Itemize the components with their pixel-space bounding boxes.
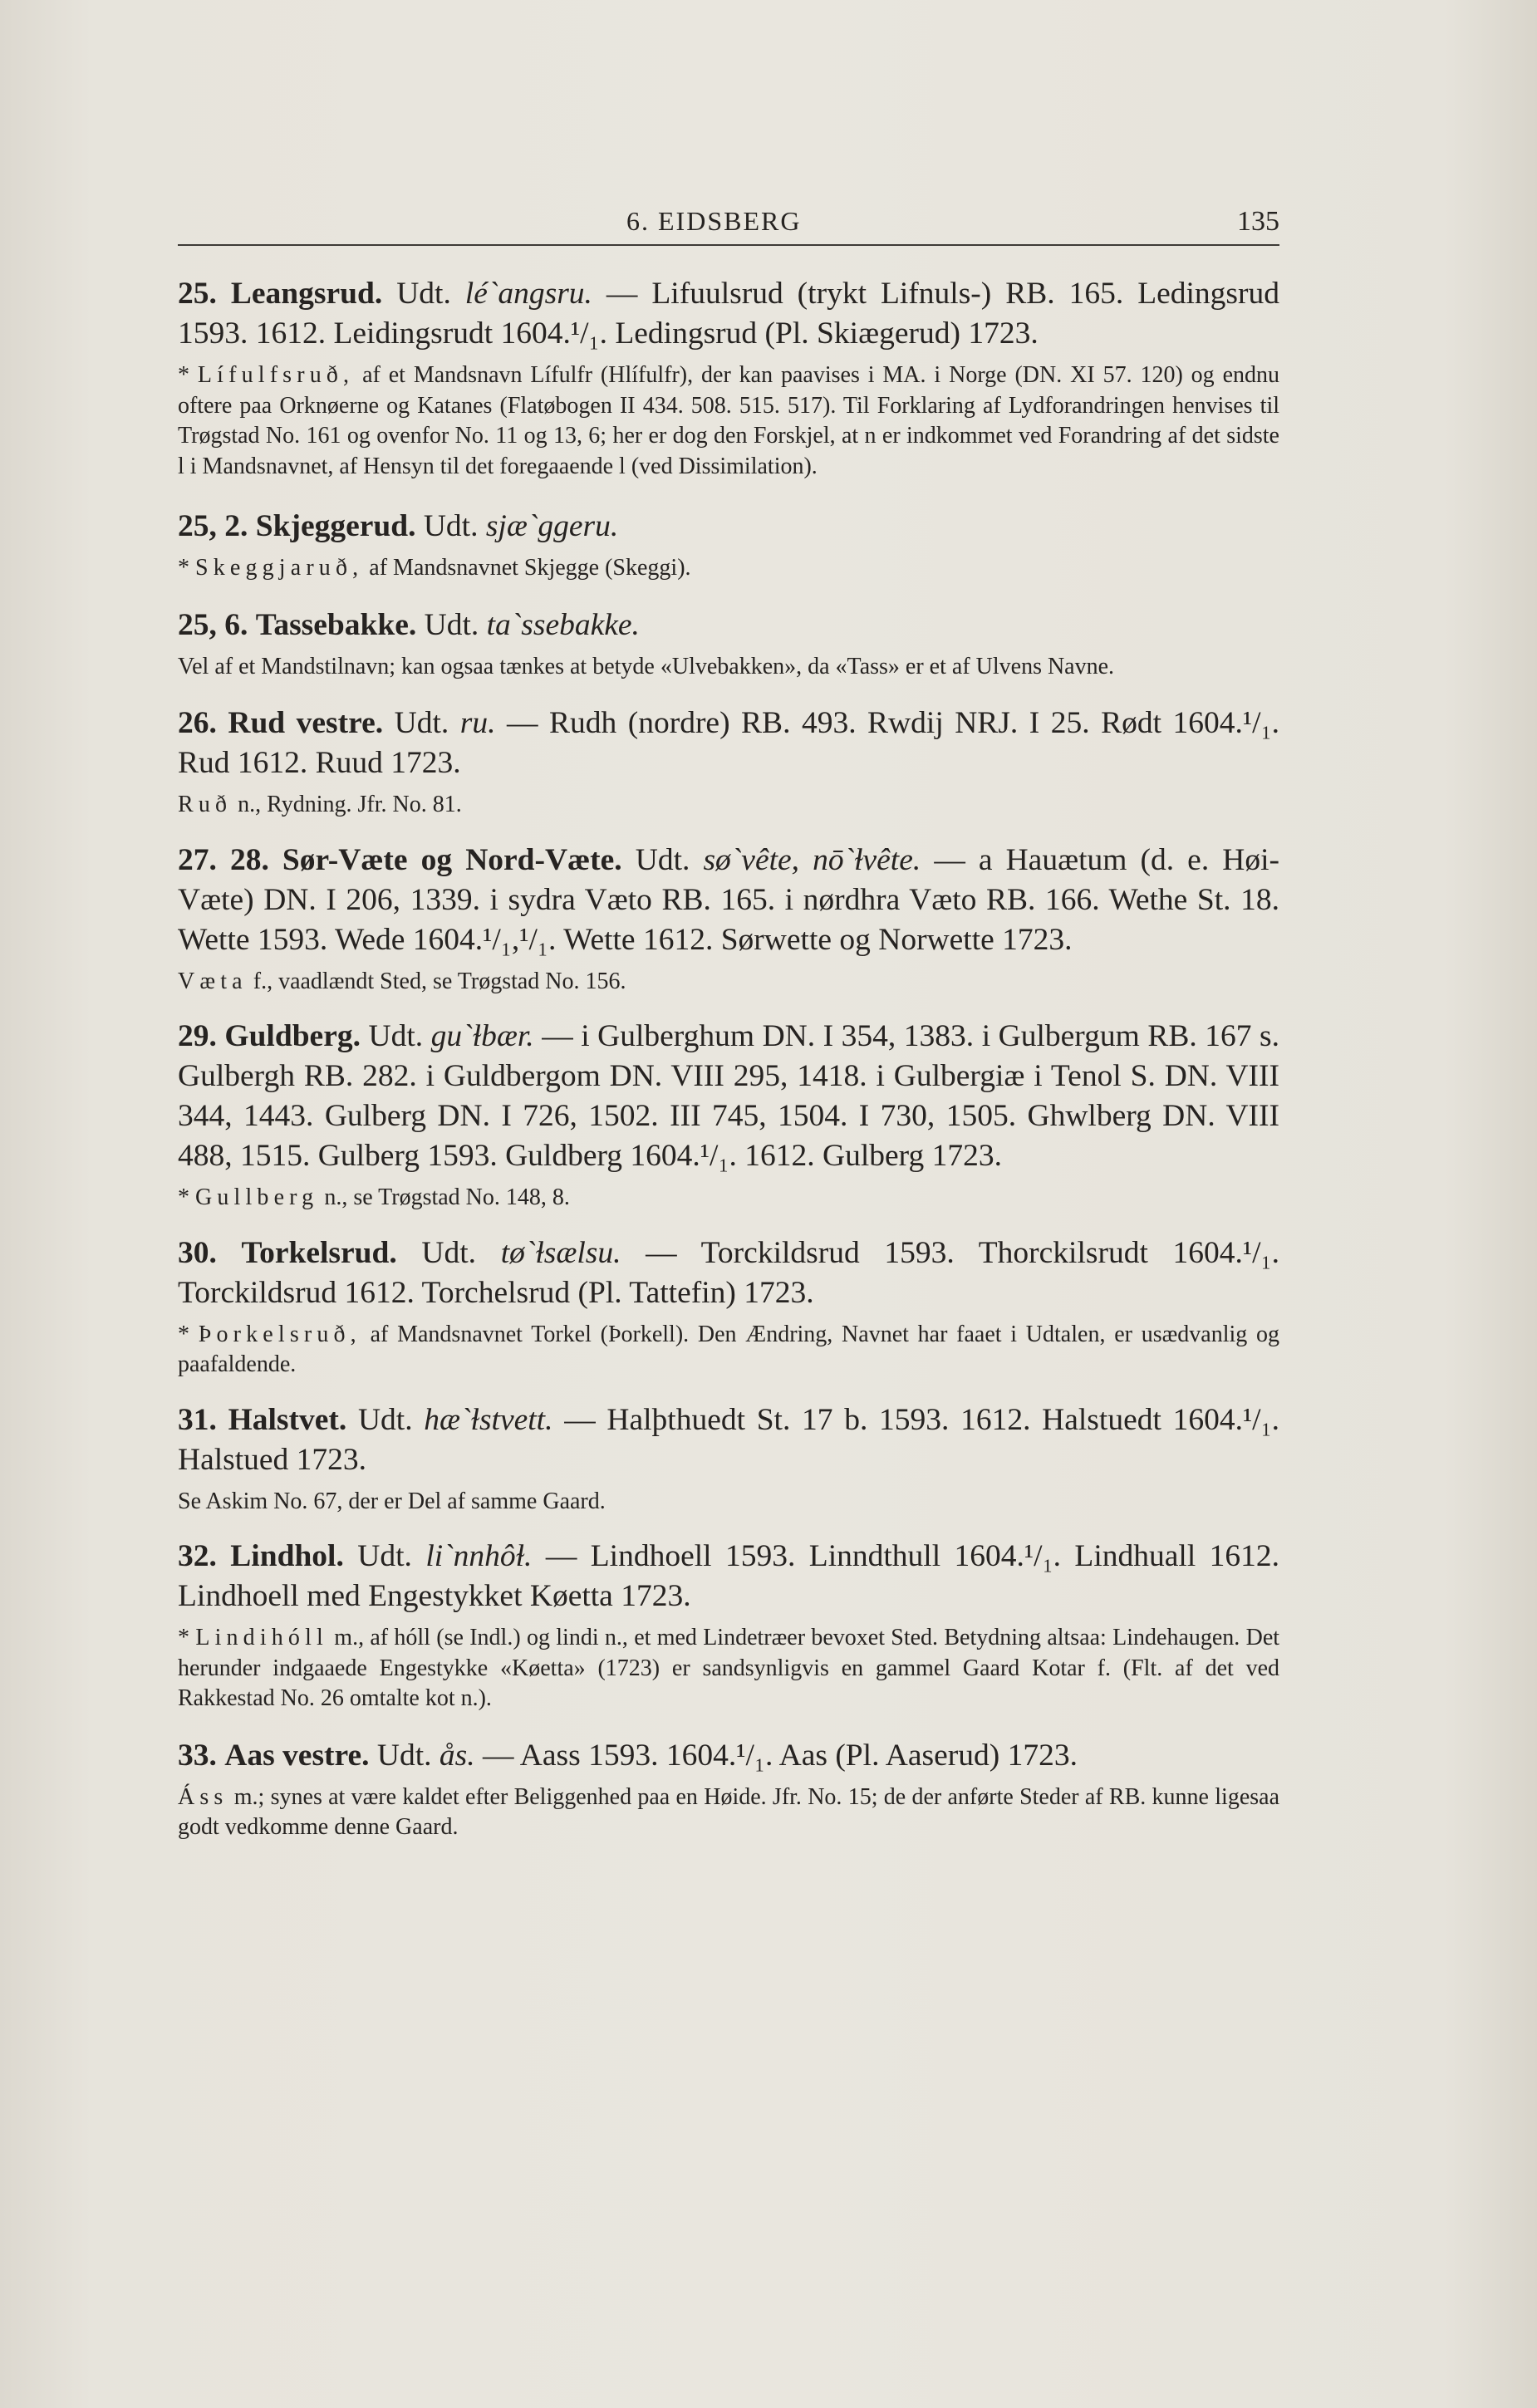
pronunciation: tø`ɫsælsu. bbox=[500, 1235, 621, 1270]
historical-forms: — Torckildsrud 1593. Thorckilsrudt 1604.¹/₁. Torckildsrud 1612. Torchelsrud (Pl. Tattefin) 1723. bbox=[178, 1235, 1280, 1310]
entry-main bbox=[178, 841, 1279, 960]
pronunciation: li`nnhôɫ. bbox=[425, 1539, 533, 1573]
entry-number: 29. bbox=[178, 1019, 217, 1053]
farm-name: Leangsrud. bbox=[230, 277, 383, 311]
udt-label: Udt. bbox=[368, 1019, 424, 1053]
header-rule bbox=[178, 244, 1279, 246]
historical-forms: — Aass 1593. 1604.¹/₁. Aas (Pl. Aaserud) 1723. bbox=[482, 1738, 1078, 1773]
udt-label: Udt. bbox=[421, 1235, 477, 1270]
note-text: n., se Trøgstad No. 148, 8. bbox=[324, 1184, 570, 1210]
note-headword: Áss bbox=[178, 1783, 228, 1810]
farm-name: Skjeggerud. bbox=[255, 509, 416, 543]
note-text: Vel af et Mandstilnavn; kan ogsaa tænkes at betyde «Ulvebakken», da «Tass» er et af Ulvens Navne. bbox=[178, 653, 1115, 679]
entry-main bbox=[178, 1017, 1279, 1176]
entry-note bbox=[178, 967, 1279, 998]
pronunciation: lé`angsru. bbox=[464, 277, 592, 311]
entry-main bbox=[178, 274, 1279, 354]
entry-31 bbox=[178, 1400, 1279, 1518]
udt-label: Udt. bbox=[396, 277, 451, 311]
entry-32 bbox=[178, 1537, 1279, 1714]
note-headword: Gullberg bbox=[195, 1184, 319, 1210]
note-headword: Lífulfsruð, bbox=[197, 362, 355, 388]
entry-main bbox=[178, 1400, 1279, 1480]
entry-note bbox=[178, 1623, 1279, 1714]
udt-label: Udt. bbox=[357, 1402, 413, 1437]
entry-main bbox=[178, 1736, 1279, 1776]
entry-note bbox=[178, 1320, 1279, 1381]
entry-main bbox=[178, 606, 1279, 645]
note-star: * bbox=[178, 1184, 189, 1210]
entry-27-28 bbox=[178, 841, 1279, 998]
historical-forms: — Lifuulsrud (trykt Lifnuls-) RB. 165. Ledingsrud 1593. 1612. Leidingsrudt 1604.¹/₁. Ledingsrud (Pl. Skiægerud) 1723. bbox=[178, 277, 1280, 351]
entry-number: 31. bbox=[178, 1402, 217, 1437]
entry-30 bbox=[178, 1233, 1279, 1381]
udt-label: Udt. bbox=[394, 706, 449, 740]
note-text: n., Rydning. Jfr. No. 81. bbox=[238, 792, 462, 817]
farm-name: Torkelsrud. bbox=[241, 1235, 397, 1270]
farm-name: Halstvet. bbox=[228, 1402, 347, 1437]
udt-label: Udt. bbox=[357, 1539, 412, 1573]
entry-number: 26. bbox=[178, 706, 217, 740]
entry-number: 32. bbox=[178, 1539, 217, 1573]
pronunciation: ås. bbox=[439, 1738, 475, 1773]
entry-33 bbox=[178, 1736, 1279, 1843]
entry-main bbox=[178, 704, 1279, 783]
chapter-title: 6. EIDSBERG bbox=[626, 206, 802, 236]
farm-name: Aas vestre. bbox=[224, 1738, 370, 1773]
entry-25-6 bbox=[178, 606, 1279, 683]
note-text: f., vaadlændt Sted, se Trøgstad No. 156. bbox=[253, 968, 626, 994]
note-text: af Mandsnavnet Skjegge (Skeggi). bbox=[369, 555, 691, 581]
entry-note bbox=[178, 790, 1279, 821]
entry-number: 25, 6. bbox=[178, 607, 248, 642]
note-text: af et Mandsnavn Lífulfr (Hlífulfr), der kan paavises i MA. i Norge (DN. XI 57. 120) og endnu oftere paa Orknøerne og Katanes (Flatøbogen II 434. 508. 515. 517). Til Forklaring af Lydforandringen henvises til Trøgstad No. 161 og ovenfor No. 11 og 13, 6; her er dog den Forskjel, at n er indkommet ved Forandring af det sidste l i Mandsnavnet, af Hensyn til det foregaaende l (ved Dissimilation). bbox=[178, 362, 1280, 479]
entries bbox=[178, 274, 1279, 1843]
entry-number: 27. 28. bbox=[178, 842, 269, 877]
note-text: Se Askim No. 67, der er Del af samme Gaard. bbox=[178, 1488, 606, 1514]
note-star: * bbox=[178, 1625, 189, 1650]
note-headword: Skeggjaruð, bbox=[195, 555, 364, 581]
entry-note bbox=[178, 1183, 1279, 1214]
pronunciation: ta`ssebakke. bbox=[486, 607, 640, 642]
historical-forms: — i Gulberghum DN. I 354, 1383. i Gulbergum RB. 167 s. Gulbergh RB. 282. i Guldbergom DN. VIII 295, 1418. i Gulbergiæ i Tenol S. DN. VIII 344, 1443. Gulberg DN. I 726, 1502. III 745, 1504. I 730, 1505. Ghwlberg DN. VIII 488, 1515. Gulberg 1593. Guldberg 1604.¹/₁. 1612. Gulberg 1723. bbox=[178, 1019, 1279, 1173]
entry-number: 25, 2. bbox=[178, 509, 248, 543]
entry-note bbox=[178, 553, 1279, 584]
udt-label: Udt. bbox=[423, 509, 479, 543]
pronunciation: ru. bbox=[459, 706, 496, 740]
note-text: af Mandsnavnet Torkel (Þorkell). Den Ændring, Navnet har faaet i Udtalen, er usædvanlig og paafaldende. bbox=[178, 1321, 1279, 1377]
note-text: m., af hóll (se Indl.) og lindi n., et med Lindetræer bevoxet Sted. Betydning altsaa: Lindehaugen. Det herunder indgaaede Engestykke «Køetta» (1723) er sandsynligvis en gammel Gaard Kotar f. (Flt. af det ved Rakkestad No. 26 omtalte kot n.). bbox=[178, 1625, 1280, 1711]
pronunciation: sjæ`ggeru. bbox=[485, 509, 619, 543]
udt-label: Udt. bbox=[376, 1738, 432, 1773]
entry-number: 30. bbox=[178, 1235, 217, 1270]
historical-forms: — Rudh (nordre) RB. 493. Rwdij NRJ. I 25. Rødt 1604.¹/₁. Rud 1612. Ruud 1723. bbox=[178, 706, 1280, 780]
entry-number: 33. bbox=[178, 1738, 217, 1773]
note-star: * bbox=[178, 1321, 189, 1347]
page-number: 135 bbox=[1237, 206, 1279, 237]
farm-name: Rud vestre. bbox=[228, 706, 384, 740]
historical-forms: — Halþthuedt St. 17 b. 1593. 1612. Halstuedt 1604.¹/₁. Halstued 1723. bbox=[178, 1402, 1280, 1477]
udt-label: Udt. bbox=[635, 842, 690, 877]
udt-label: Udt. bbox=[424, 607, 479, 642]
farm-name: Guldberg. bbox=[224, 1019, 361, 1053]
pronunciation: gu`ɫbær. bbox=[430, 1019, 534, 1053]
farm-name: Sør-Væte og Nord-Væte. bbox=[282, 842, 622, 877]
entry-note bbox=[178, 360, 1279, 482]
entry-note bbox=[178, 652, 1279, 683]
pronunciation: hæ`ɫstvett. bbox=[424, 1402, 553, 1437]
note-star: * bbox=[178, 362, 189, 388]
running-header bbox=[178, 199, 1279, 244]
entry-main bbox=[178, 1537, 1279, 1616]
farm-name: Lindhol. bbox=[230, 1539, 344, 1573]
entry-number: 25. bbox=[178, 277, 217, 311]
note-headword: Ruð bbox=[178, 792, 233, 817]
entry-26 bbox=[178, 704, 1279, 821]
note-headword: Lindihóll bbox=[195, 1625, 328, 1650]
entry-25-2 bbox=[178, 507, 1279, 584]
entry-29 bbox=[178, 1017, 1279, 1214]
historical-forms: — Lindhoell 1593. Linndthull 1604.¹/₁. Lindhuall 1612. Lindhoell med Engestykket Køetta 1723. bbox=[178, 1539, 1280, 1613]
note-star: * bbox=[178, 555, 189, 581]
note-headword: Þorkelsruð, bbox=[198, 1321, 361, 1347]
note-headword: Væta bbox=[178, 968, 248, 994]
note-text: m.; synes at være kaldet efter Beliggenhed paa en Høide. Jfr. No. 15; de der anførte Steder af RB. kunne ligesaa godt vedkomme denne Gaard. bbox=[178, 1783, 1279, 1840]
entry-25 bbox=[178, 274, 1279, 482]
historical-forms: — a Hauætum (d. e. Høi-Væte) DN. I 206, 1339. i sydra Væto RB. 165. i nørdhra Væto RB. 166. Wethe St. 18. Wette 1593. Wede 1604.¹/₁,¹/₁. Wette 1612. Sørwette og Norwette 1723. bbox=[178, 842, 1280, 957]
entry-note bbox=[178, 1783, 1279, 1843]
entry-main bbox=[178, 1233, 1279, 1313]
entry-note bbox=[178, 1487, 1279, 1518]
farm-name: Tassebakke. bbox=[255, 607, 417, 642]
entry-main bbox=[178, 507, 1279, 547]
pronunciation: sø`vête, nō`ɫvête. bbox=[703, 842, 921, 877]
